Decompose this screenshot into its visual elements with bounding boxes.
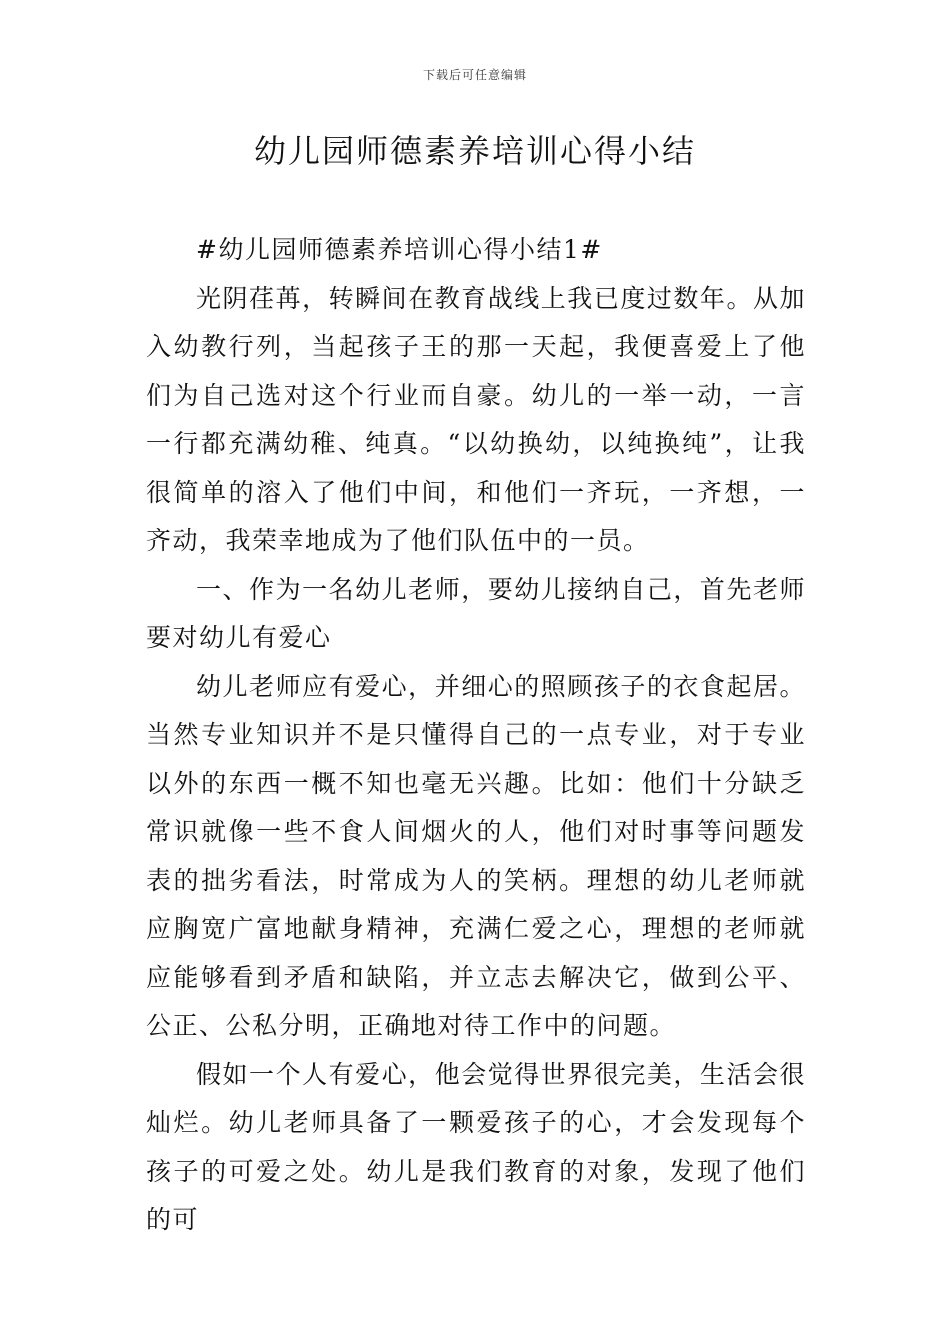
header-note: 下载后可任意编辑 <box>422 68 527 82</box>
body-paragraph: 光阴荏苒，转瞬间在教育战线上我已度过数年。从加入幼教行列，当起孩子王的那一天起，我便喜爱上了他们为自己选对这个行业而自豪。幼儿的一举一动，一言一行都充满幼稚、纯真。“以幼换幼，以纯换纯”，让我很简单的溶入了他们中间，和他们一齐玩，一齐想，一齐动，我荣幸地成为了他们队伍中的一员。 <box>146 283 806 555</box>
document-body <box>146 226 806 1245</box>
body-paragraph: 一、作为一名幼儿老师，要幼儿接纳自己，首先老师要对幼儿有爱心 <box>146 574 806 652</box>
document-title: 幼儿园师德素养培训心得小结 <box>253 132 696 170</box>
body-paragraph: 假如一个人有爱心，他会觉得世界很完美，生活会很灿烂。幼儿老师具备了一颗爱孩子的心，才会发现每个孩子的可爱之处。幼儿是我们教育的对象，发现了他们的可 <box>146 1059 806 1234</box>
section-heading: #幼儿园师德素养培训心得小结1# <box>196 235 603 264</box>
body-paragraph: 幼儿老师应有爱心，并细心的照顾孩子的衣食起居。当然专业知识并不是只懂得自己的一点专业，对于专业以外的东西一概不知也毫无兴趣。比如：他们十分缺乏常识就像一些不食人间烟火的人，他们对时事等问题发表的拙劣看法，时常成为人的笑柄。理想的幼儿老师就应胸宽广富地献身精神，充满仁爱之心，理想的老师就应能够看到矛盾和缺陷，并立志去解决它，做到公平、公正、公私分明，正确地对待工作中的问题。 <box>146 671 806 1040</box>
